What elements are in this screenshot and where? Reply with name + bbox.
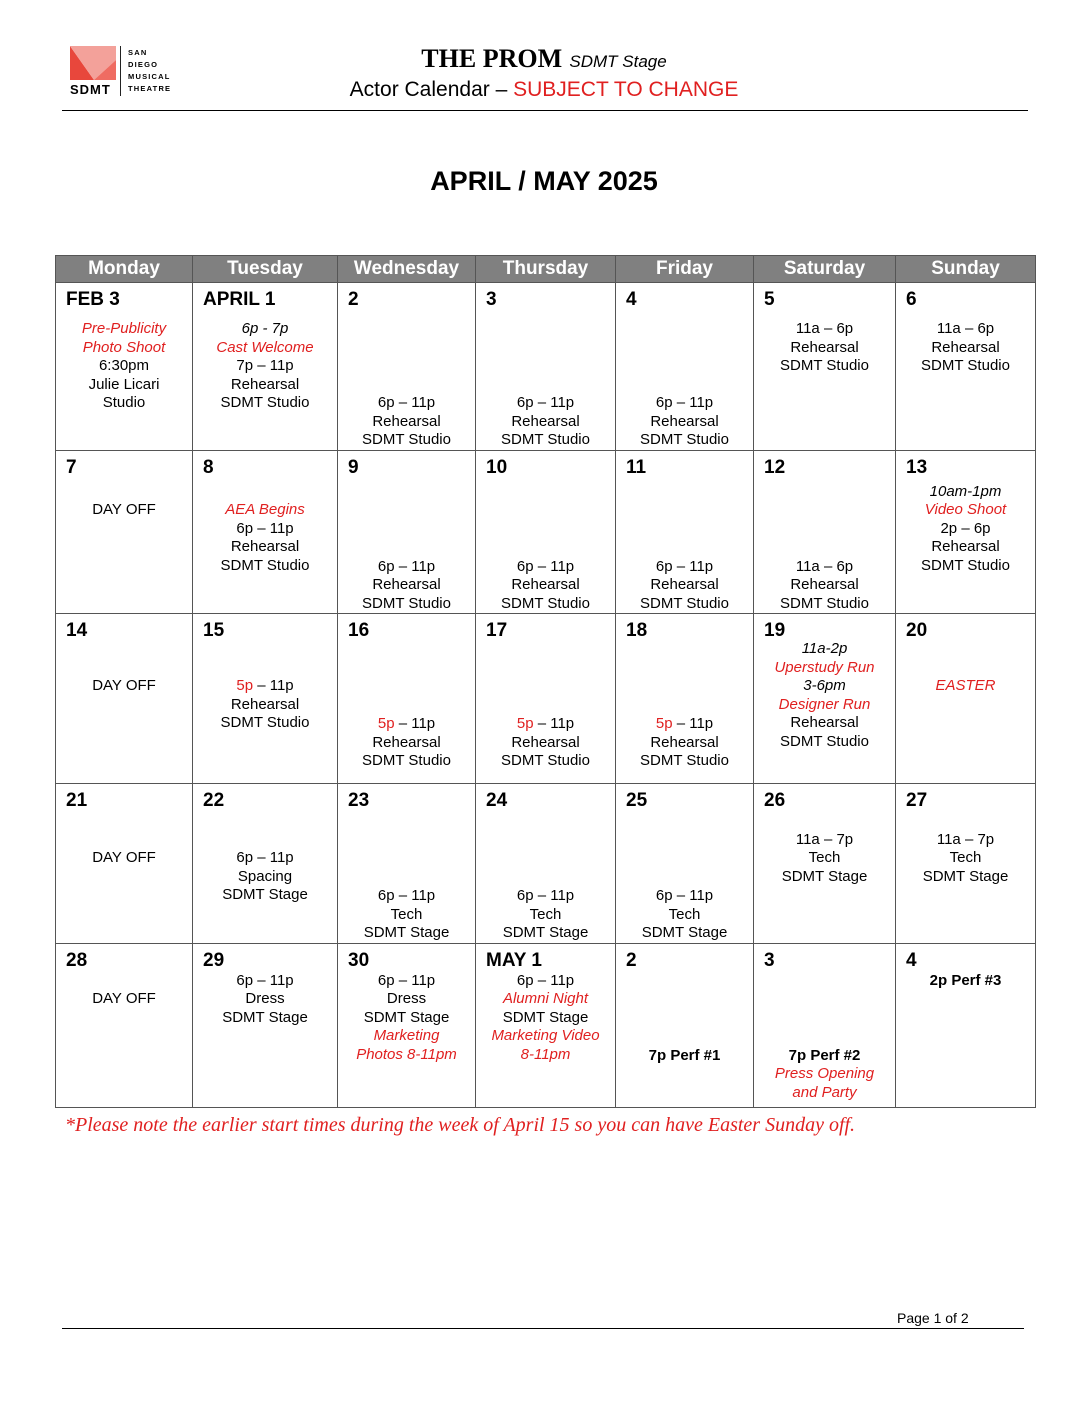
event-line <box>338 521 475 540</box>
event-line: Photos 8-11pm <box>356 1045 457 1063</box>
calendar-day-cell <box>754 450 896 614</box>
event-line: DAY OFF <box>92 501 156 518</box>
event-line <box>56 831 192 850</box>
day-number: 9 <box>348 456 359 478</box>
event-line: Rehearsal <box>372 733 441 751</box>
day-events <box>338 850 475 943</box>
day-events <box>896 972 1035 991</box>
calendar-day-cell <box>476 784 616 944</box>
page-number: Page 1 of 2 <box>897 1310 969 1326</box>
event-line: Rehearsal <box>650 733 719 751</box>
day-events <box>754 640 895 751</box>
subtitle-line <box>0 78 1088 102</box>
event-line: 7p Perf #2 <box>788 1046 861 1064</box>
weekday-header: Tuesday <box>193 256 338 283</box>
day-events <box>476 850 615 943</box>
event-line: SDMT Stage <box>363 1008 450 1026</box>
event-line: Rehearsal <box>931 338 1000 356</box>
event-line: 6:30pm <box>98 357 150 374</box>
day-events <box>193 812 337 905</box>
calendar-day-cell <box>476 283 616 451</box>
day-events <box>616 521 753 614</box>
day-events <box>896 483 1035 576</box>
event-line: SDMT Studio <box>640 431 729 448</box>
event-line: Uperstudy Run <box>774 658 875 676</box>
event-line <box>338 850 475 869</box>
logo-word: MUSICAL <box>128 72 171 81</box>
day-events <box>193 320 337 413</box>
event-line <box>338 697 475 716</box>
logo-word: THEATRE <box>128 84 172 93</box>
event-line: Rehearsal <box>790 576 859 593</box>
event-line: SDMT Stage <box>502 1008 589 1026</box>
event-line: Rehearsal <box>372 412 441 430</box>
event-line <box>754 1010 895 1029</box>
month-title: APRIL / MAY 2025 <box>430 166 658 196</box>
calendar-day-cell <box>338 943 476 1107</box>
event-line: SDMT Studio <box>220 394 310 411</box>
day-number: 2 <box>626 949 637 971</box>
event-line: SDMT Stage <box>641 924 728 941</box>
day-number: 28 <box>66 949 88 971</box>
event-line <box>476 357 615 376</box>
footer-divider <box>62 1328 1024 1329</box>
event-line <box>338 715 475 734</box>
event-line: Cast Welcome <box>216 338 314 356</box>
event-line: Rehearsal <box>372 576 441 593</box>
event-line: SDMT Studio <box>780 594 869 612</box>
event-line <box>616 521 753 540</box>
event-line: Dress <box>245 990 285 1007</box>
event-line: Rehearsal <box>790 338 859 356</box>
event-line: Video Shoot <box>924 501 1007 518</box>
title-line <box>0 42 1088 78</box>
event-line: Rehearsal <box>931 538 1000 555</box>
header-divider <box>62 110 1028 111</box>
event-line: Julie Licari <box>88 375 160 393</box>
event-line: 6p - 7p <box>241 320 289 337</box>
event-line: SDMT Studio <box>362 431 451 448</box>
calendar-day-cell <box>476 614 616 784</box>
day-number: 18 <box>626 620 648 641</box>
day-number: 3 <box>764 949 775 971</box>
event-line: 11a – 6p <box>795 557 854 575</box>
day-number: 15 <box>203 620 225 641</box>
event-line: 3-6pm <box>803 677 846 694</box>
calendar-day-cell <box>754 614 896 784</box>
event-line <box>616 697 753 716</box>
event-line: SDMT Stage <box>502 924 589 941</box>
day-number: 4 <box>906 949 917 971</box>
calendar-day-cell <box>193 283 338 451</box>
weekday-header: Monday <box>56 256 193 283</box>
event-line: SDMT Studio <box>501 431 590 448</box>
event-line: SDMT Studio <box>362 594 451 612</box>
event-line: Rehearsal <box>230 375 300 393</box>
event-line: Rehearsal <box>650 576 719 593</box>
calendar-day-cell <box>193 614 338 784</box>
day-number: 20 <box>906 620 928 641</box>
calendar-day-cell <box>754 283 896 451</box>
event-line: 6p – 11p <box>655 557 714 575</box>
event-line: Photo Shoot <box>82 338 166 356</box>
event-line <box>896 659 1035 678</box>
event-line: SDMT Stage <box>781 867 868 885</box>
event-line <box>616 357 753 376</box>
end-time: – 11p <box>533 715 575 732</box>
event-line <box>56 972 192 991</box>
event-line: SDMT Studio <box>501 594 590 612</box>
event-line: Marketing <box>373 1027 440 1044</box>
logo-abbreviation: SDMT <box>70 82 111 97</box>
day-number: MAY 1 <box>486 949 542 971</box>
calendar-day-cell <box>896 784 1036 944</box>
event-line <box>193 659 337 678</box>
event-line: Pre-Publicity <box>81 320 167 337</box>
day-events <box>338 678 475 771</box>
calendar-day-cell <box>338 450 476 614</box>
event-line: SDMT Studio <box>921 357 1010 374</box>
day-number: 3 <box>486 289 497 310</box>
weekday-header: Saturday <box>754 256 896 283</box>
event-line <box>616 850 753 869</box>
day-number: 23 <box>348 790 370 811</box>
event-line <box>616 1028 753 1047</box>
day-number: 12 <box>764 456 786 478</box>
end-time: – 11p <box>253 677 294 694</box>
calendar-day-cell <box>896 943 1036 1107</box>
event-line <box>754 812 895 831</box>
day-events <box>476 521 615 614</box>
event-line: Studio <box>102 394 146 411</box>
day-number: 14 <box>66 620 88 641</box>
weekday-header: Thursday <box>476 256 616 283</box>
calendar-day-cell <box>56 943 193 1107</box>
day-number: 11 <box>626 456 647 478</box>
day-number: 4 <box>626 289 637 310</box>
calendar-day-cell <box>896 614 1036 784</box>
event-line <box>476 715 615 734</box>
event-line: 8-11pm <box>520 1045 571 1063</box>
day-number: 8 <box>203 456 214 478</box>
calendar-week-row <box>56 784 1036 944</box>
day-events <box>476 678 615 771</box>
event-line <box>476 539 615 558</box>
day-events <box>56 972 192 1009</box>
event-line: Rehearsal <box>511 412 580 430</box>
day-events <box>56 812 192 868</box>
event-line: SDMT Studio <box>220 556 310 574</box>
event-line: Dress <box>386 990 427 1007</box>
event-line <box>476 869 615 888</box>
day-number: 27 <box>906 790 928 811</box>
day-number: 2 <box>348 289 359 310</box>
calendar-day-cell <box>193 784 338 944</box>
calendar-day-cell <box>616 614 754 784</box>
calendar-body <box>56 283 1036 1108</box>
event-line <box>754 539 895 558</box>
event-line: Tech <box>949 849 982 866</box>
event-line: Rehearsal <box>511 576 580 593</box>
event-line <box>616 539 753 558</box>
event-line <box>616 376 753 395</box>
event-line: 6p – 11p <box>377 394 436 411</box>
document-header <box>0 42 1088 102</box>
event-line: 6p – 11p <box>377 557 436 575</box>
event-line <box>616 678 753 697</box>
event-line: Tech <box>808 849 841 866</box>
event-line: SDMT Studio <box>220 714 310 731</box>
day-events <box>616 357 753 450</box>
event-line: 7p – 11p <box>236 357 294 374</box>
event-line: Alumni Night <box>502 990 589 1007</box>
show-title: THE PROM <box>421 44 563 73</box>
event-line <box>338 539 475 558</box>
event-line: 10am-1pm <box>929 482 1002 500</box>
event-line: 6p – 11p <box>655 394 714 411</box>
event-line: SDMT Stage <box>363 924 450 941</box>
logo-word: SAN <box>128 48 148 57</box>
event-line: AEA Begins <box>225 501 305 518</box>
event-line: 11a – 6p <box>795 320 854 337</box>
event-line <box>338 376 475 395</box>
event-line: 6p – 11p <box>655 887 714 904</box>
event-line <box>754 521 895 540</box>
event-line <box>56 483 192 502</box>
event-line: 11a – 7p <box>936 830 995 848</box>
day-number: 29 <box>203 949 225 971</box>
event-line: EASTER <box>935 677 996 694</box>
day-events <box>56 640 192 696</box>
event-line <box>56 640 192 659</box>
early-start-time: 5p <box>655 715 673 732</box>
event-line: DAY OFF <box>92 990 156 1007</box>
day-events <box>193 972 337 1028</box>
early-start-time: 5p <box>516 715 534 732</box>
calendar-day-cell <box>193 943 338 1107</box>
calendar-day-cell <box>896 283 1036 451</box>
event-line: Rehearsal <box>650 412 719 430</box>
calendar-day-cell <box>338 283 476 451</box>
day-events <box>896 640 1035 696</box>
event-line: 6p – 11p <box>516 557 575 575</box>
day-number: 16 <box>348 620 370 641</box>
day-events <box>754 320 895 376</box>
event-line <box>896 812 1035 831</box>
day-events <box>338 357 475 450</box>
calendar-day-cell <box>338 614 476 784</box>
schedule-note: *Please note the earlier start times during the week of April 15 so you can have Easter Sunday off. <box>65 1114 856 1136</box>
day-number: FEB 3 <box>66 289 120 310</box>
event-line: 11a – 7p <box>795 830 854 848</box>
calendar-day-cell <box>476 450 616 614</box>
day-number: 22 <box>203 790 225 811</box>
day-events <box>56 483 192 520</box>
event-line: SDMT Studio <box>780 732 869 750</box>
day-events <box>896 812 1035 886</box>
calendar-day-cell <box>616 784 754 944</box>
calendar-day-cell <box>616 450 754 614</box>
event-line <box>476 521 615 540</box>
day-events <box>896 320 1035 376</box>
day-events <box>616 678 753 771</box>
day-events <box>754 812 895 886</box>
event-line <box>616 869 753 888</box>
event-line: Rehearsal <box>511 733 580 751</box>
day-events <box>193 483 337 576</box>
day-events <box>754 1010 895 1103</box>
event-line: Rehearsal <box>230 695 300 713</box>
day-number: 6 <box>906 289 917 310</box>
event-line: SDMT Stage <box>222 1008 308 1026</box>
calendar-week-row <box>56 283 1036 451</box>
event-line <box>754 1028 895 1047</box>
calendar-day-cell <box>616 943 754 1107</box>
event-line: 6p – 11p <box>236 971 294 989</box>
calendar-day-cell <box>896 450 1036 614</box>
day-events <box>476 357 615 450</box>
event-line <box>193 831 337 850</box>
subject-to-change-warning: SUBJECT TO CHANGE <box>513 78 739 101</box>
calendar-day-cell <box>476 943 616 1107</box>
calendar-day-cell <box>56 450 193 614</box>
calendar-week-row <box>56 614 1036 784</box>
end-time: – 11p <box>394 715 436 732</box>
day-events <box>476 972 615 1065</box>
day-number: 30 <box>348 949 370 971</box>
day-events <box>193 640 337 733</box>
day-number: 21 <box>66 790 88 811</box>
day-number: 25 <box>626 790 648 811</box>
day-number: 24 <box>486 790 508 811</box>
day-events <box>616 850 753 943</box>
calendar-day-cell <box>56 614 193 784</box>
event-line <box>616 1010 753 1029</box>
early-start-time: 5p <box>236 677 254 694</box>
calendar-day-cell <box>338 784 476 944</box>
event-line: Tech <box>668 905 701 923</box>
calendar-week-row <box>56 450 1036 614</box>
event-line: Marketing Video <box>491 1027 600 1044</box>
event-line: Spacing <box>237 867 293 885</box>
venue-label: SDMT Stage <box>569 52 667 71</box>
event-line: 2p Perf #3 <box>929 971 1002 989</box>
event-line: 6p – 11p <box>516 887 575 904</box>
end-time: – 11p <box>672 715 714 732</box>
event-line <box>56 812 192 831</box>
event-line: Rehearsal <box>790 714 859 731</box>
weekday-header: Sunday <box>896 256 1036 283</box>
day-number: 5 <box>764 289 775 310</box>
early-start-time: 5p <box>377 715 395 732</box>
calendar-day-cell <box>56 784 193 944</box>
event-line: SDMT Studio <box>921 556 1010 574</box>
event-line <box>193 677 337 696</box>
calendar-day-cell <box>616 283 754 451</box>
weekday-header-row <box>56 256 1036 283</box>
event-line <box>338 357 475 376</box>
event-line: SDMT Studio <box>362 752 451 769</box>
event-line: DAY OFF <box>92 677 156 694</box>
event-line: Press Opening <box>774 1065 875 1082</box>
event-line <box>193 640 337 659</box>
event-line: 6p – 11p <box>516 971 575 989</box>
day-number: 7 <box>66 456 77 478</box>
day-number: 26 <box>764 790 786 811</box>
subtitle-prefix: Actor Calendar – <box>349 78 508 101</box>
event-line: DAY OFF <box>92 849 156 866</box>
calendar-day-cell <box>754 943 896 1107</box>
event-line: Tech <box>390 905 423 923</box>
event-line: SDMT Studio <box>640 594 729 612</box>
event-line: 6p – 11p <box>236 519 294 537</box>
event-line: 7p Perf #1 <box>648 1046 721 1064</box>
event-line <box>338 678 475 697</box>
event-line: SDMT Studio <box>780 357 869 374</box>
event-line <box>56 659 192 678</box>
event-line <box>338 869 475 888</box>
event-line <box>896 640 1035 659</box>
event-line <box>476 376 615 395</box>
event-line: Designer Run <box>778 695 871 713</box>
event-line <box>193 812 337 831</box>
day-events <box>616 1010 753 1066</box>
day-number: 19 <box>764 620 786 641</box>
day-number: 10 <box>486 456 508 478</box>
day-number: 17 <box>486 620 508 641</box>
calendar-week-row <box>56 943 1036 1107</box>
event-line: SDMT Stage <box>222 886 308 903</box>
event-line: 2p – 6p <box>940 519 991 537</box>
event-line: SDMT Studio <box>501 752 590 769</box>
event-line <box>476 678 615 697</box>
event-line: SDMT Studio <box>640 752 729 769</box>
event-line: 6p – 11p <box>377 887 436 904</box>
day-number: APRIL 1 <box>203 289 276 310</box>
event-line <box>476 850 615 869</box>
weekday-header: Friday <box>616 256 754 283</box>
event-line: 6p – 11p <box>236 849 294 866</box>
event-line <box>193 483 337 502</box>
event-line: Tech <box>529 905 562 923</box>
event-line: 11a-2p <box>801 640 848 657</box>
event-line: SDMT Stage <box>922 867 1009 885</box>
day-events <box>338 521 475 614</box>
event-line: 6p – 11p <box>377 971 436 989</box>
event-line: Rehearsal <box>230 538 300 555</box>
logo-word: DIEGO <box>128 60 159 69</box>
event-line <box>616 715 753 734</box>
event-line <box>476 697 615 716</box>
day-events <box>754 521 895 614</box>
day-events <box>338 972 475 1065</box>
event-line: and Party <box>792 1083 857 1101</box>
calendar-day-cell <box>754 784 896 944</box>
weekday-header: Wednesday <box>338 256 476 283</box>
calendar-day-cell <box>56 283 193 451</box>
calendar-table <box>55 255 1036 1108</box>
event-line: 6p – 11p <box>516 394 575 411</box>
day-number: 13 <box>906 456 928 478</box>
event-line: 11a – 6p <box>936 320 995 337</box>
day-events <box>56 320 192 413</box>
calendar-day-cell <box>193 450 338 614</box>
